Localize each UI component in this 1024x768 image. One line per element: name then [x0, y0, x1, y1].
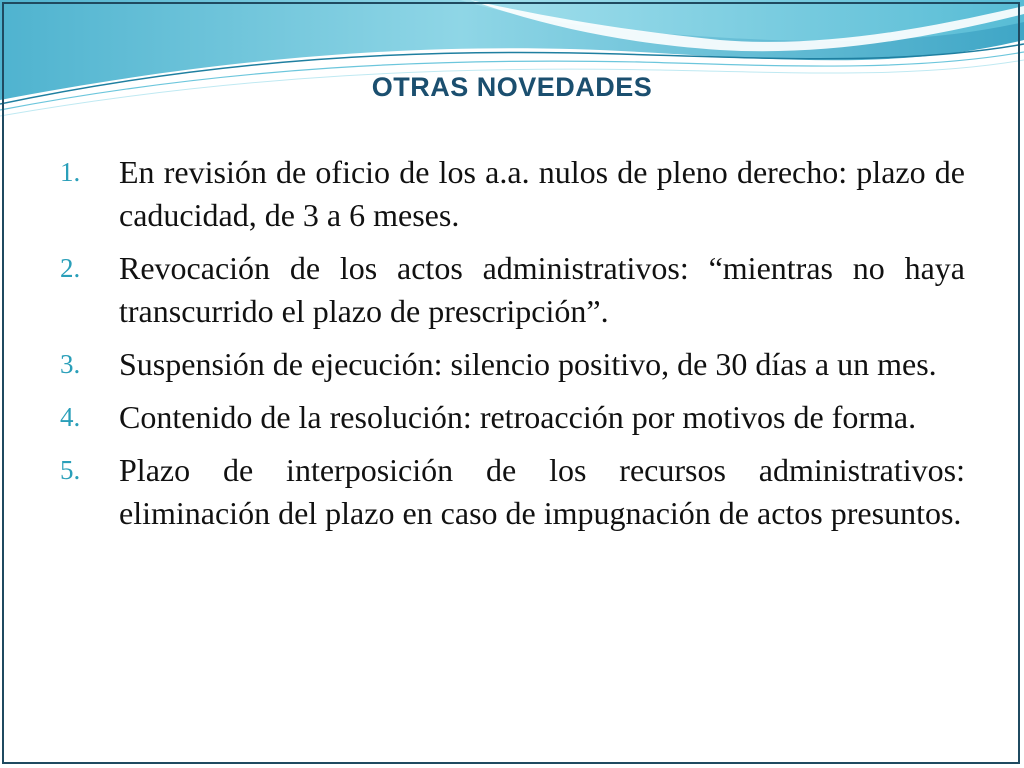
- list-item-number: 3.: [60, 349, 81, 379]
- list-item: [60, 247, 965, 333]
- list-item-text: Contenido de la resolución: retroacción por motivos de forma.: [119, 399, 917, 435]
- list-item: [60, 343, 965, 386]
- slide-title: OTRAS NOVEDADES: [371, 72, 653, 102]
- list-item: [60, 151, 965, 237]
- list-item: [60, 449, 965, 535]
- header-wave-decoration: [0, 0, 1024, 130]
- list-item-text: En revisión de oficio de los a.a. nulos de pleno derecho: plazo de caducidad, de 3 a 6 meses.: [119, 154, 965, 233]
- list-item-text: Revocación de los actos administrativos: “mientras no haya transcurrido el plazo de prescripción”.: [119, 250, 965, 329]
- list-item-number: 2.: [60, 253, 81, 283]
- list-item-number: 4.: [60, 402, 81, 432]
- numbered-list: [60, 151, 965, 545]
- list-item-number: 1.: [60, 157, 81, 187]
- list-item-text: Plazo de interposición de los recursos administrativos: eliminación del plazo en caso de impugnación de actos presuntos.: [119, 452, 965, 531]
- list-item-number: 5.: [60, 455, 81, 485]
- list-item: [60, 396, 965, 439]
- list-item-text: Suspensión de ejecución: silencio positivo, de 30 días a un mes.: [119, 346, 937, 382]
